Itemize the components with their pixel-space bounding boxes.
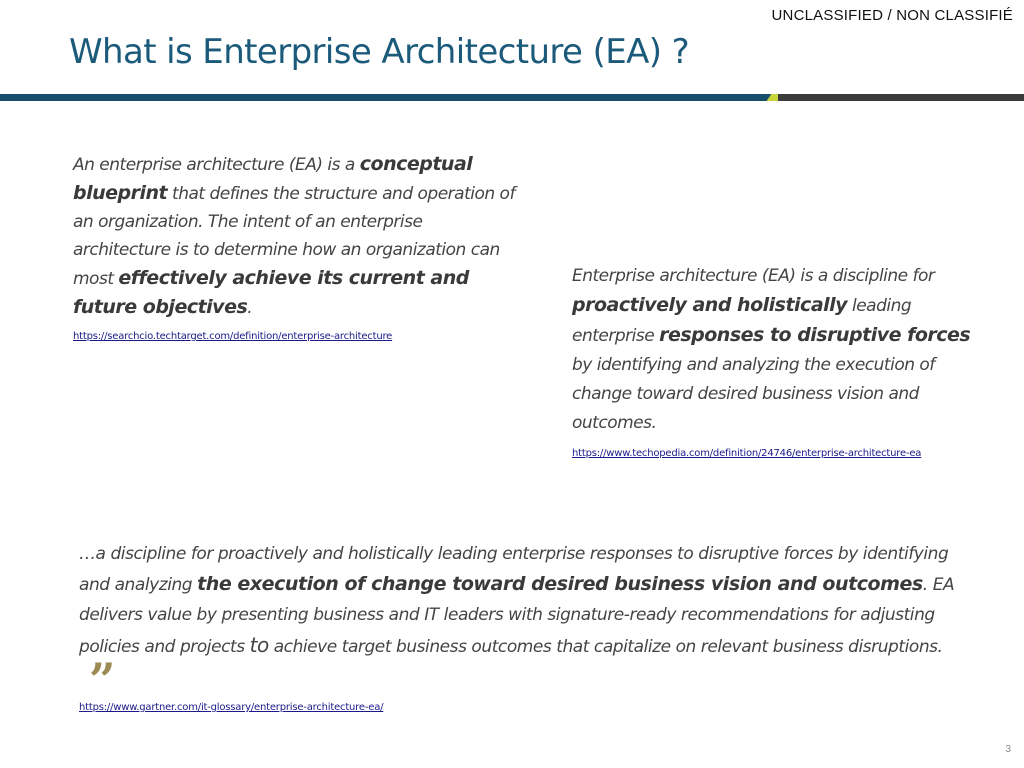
source-link-gartner[interactable]: https://www.gartner.com/it-glossary/enterprise-architecture-ea/ [79, 702, 384, 713]
quote-techopedia [572, 262, 992, 468]
slide-title: What is Enterprise Architecture (EA) ? [69, 32, 690, 72]
quote-emphasis: proactively and holistically [572, 294, 848, 316]
quote-emphasis: conceptual blueprint [73, 153, 473, 204]
closing-quote-icon: ” [89, 653, 112, 707]
quote-text: to [249, 633, 269, 657]
quote-text: by identifying and analyzing the execution of change toward desired business vision and outcomes. [572, 355, 935, 433]
quote-text: . EA delivers value by presenting business and IT leaders with signature-ready recommendations for adjusting policies and projects [79, 575, 955, 657]
quote-gartner [79, 539, 969, 723]
header-divider-bar [0, 94, 1024, 101]
quote-text: leading enterprise [572, 296, 912, 346]
quote-emphasis: the execution of change toward desired business vision and outcomes [197, 573, 923, 595]
classification-label: UNCLASSIFIED / NON CLASSIFIÉ [771, 7, 1013, 24]
quote-text: …a discipline for proactively and holistically leading enterprise responses to disruptive forces by identifying and analyzing [79, 544, 949, 595]
source-link-techtarget[interactable]: https://searchcio.techtarget.com/definition/enterprise-architecture [73, 331, 393, 342]
quote-emphasis: responses to disruptive forces [659, 324, 971, 346]
quote-techtarget [73, 150, 518, 351]
header-bar-dark-segment [778, 94, 1024, 101]
quote-emphasis: effectively achieve its current and future objectives [73, 267, 469, 318]
quote-text: . [247, 298, 253, 318]
quote-text: that defines the structure and operation of an organization. The intent of an enterprise architecture is to determine how an organization can most [73, 184, 515, 289]
quote-text: An enterprise architecture (EA) is a [73, 155, 360, 175]
quote-text: Enterprise architecture (EA) is a discipline for [572, 266, 935, 286]
page-number: 3 [1005, 744, 1011, 755]
quote-text: achieve target business outcomes that capitalize on relevant business disruptions. [268, 637, 943, 657]
source-link-techopedia[interactable]: https://www.techopedia.com/definition/24746/enterprise-architecture-ea [572, 448, 922, 459]
